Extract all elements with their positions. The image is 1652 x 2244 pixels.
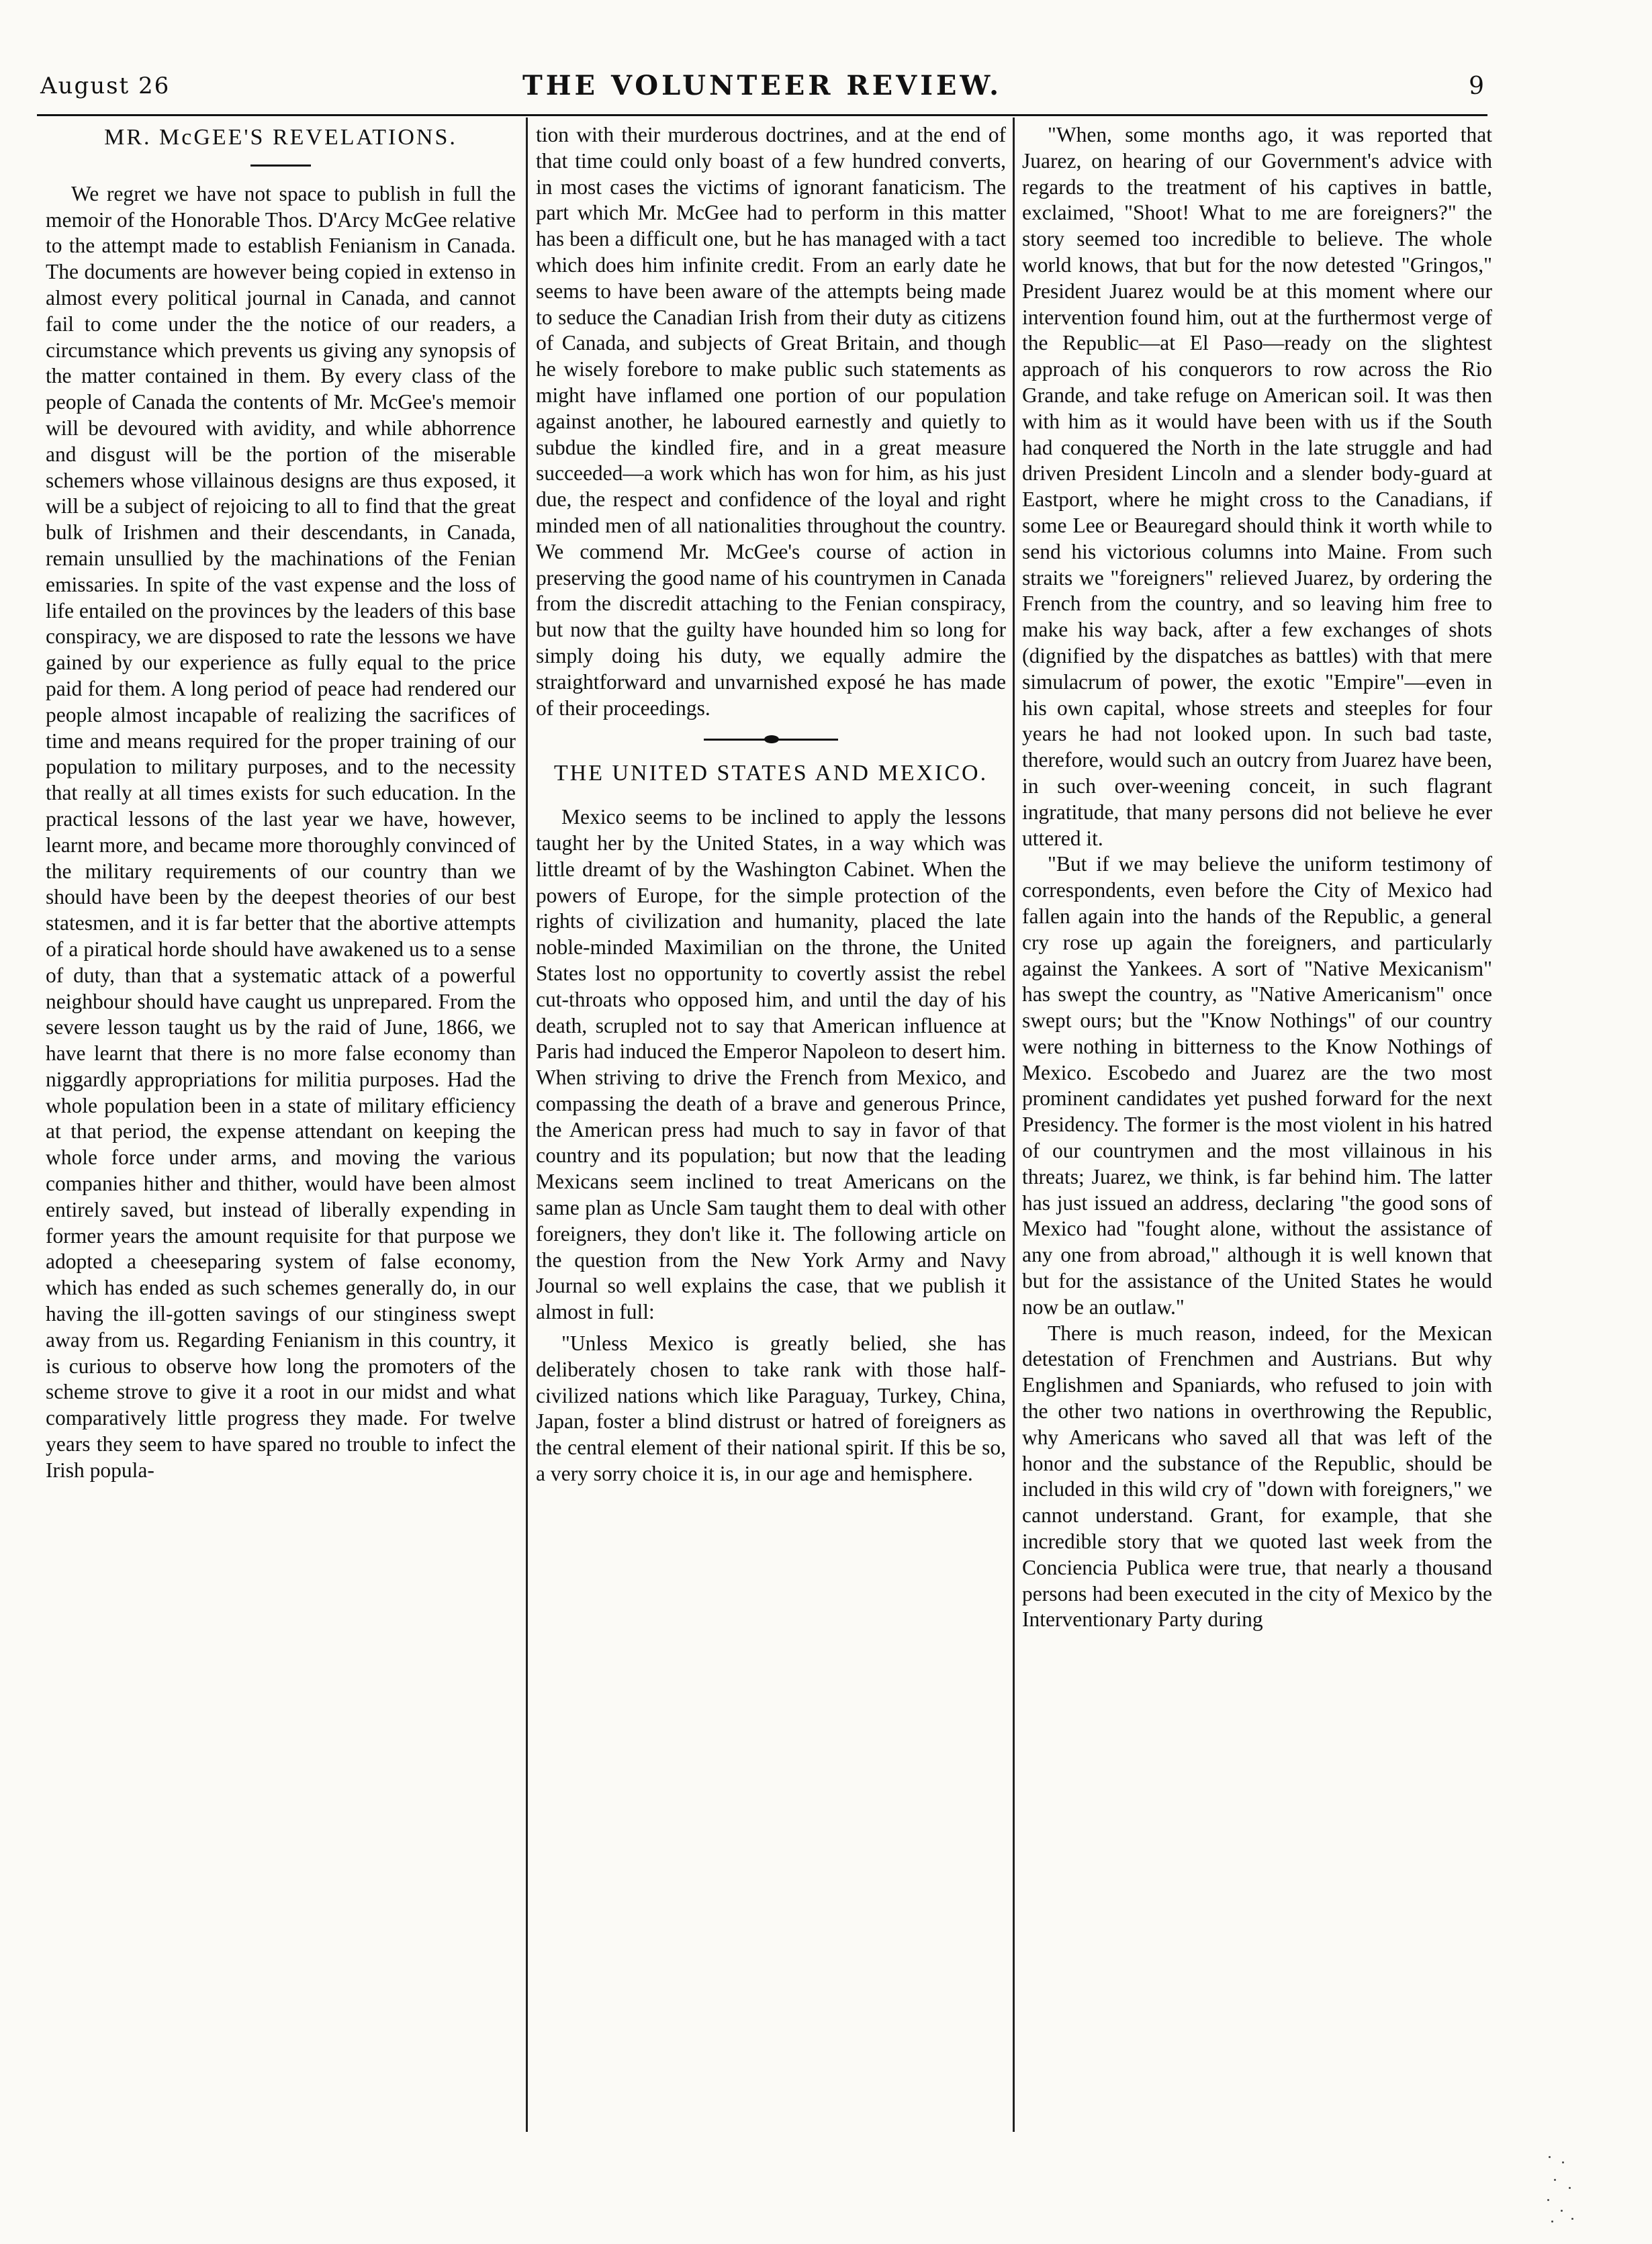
article-body-mcgee-part1: We regret we have not space to publish in full the memoir of the Honorable Thos. D'Arcy McGee relative to the attempt made to establish Fenianism in Canada. The documents are however being copied in extenso in almost every political journal in Canada, and cannot fail to come under the the notice of our readers, a circumstance which prevents us giving any synopsis of the matter contained in them. By every class of the people of Canada the contents of Mr. McGee's memoir will be devoured with avidity, and while abhorrence and disgust will be the portion of the miserable schemers whose villainous designs are thus exposed, it will be a subject of rejoicing to all to find that the great bulk of Irishmen and their descendants, in Canada, remain unsullied by the machinations of the Fenian emissaries. In spite of the vast expense and the loss of life entailed on the provinces by the leaders of this base conspiracy, we are disposed to rate the lessons we have gained by our experience as fully equal to the price paid for them. A long period of peace had rendered our people almost incapable of realizing the sacrifices of time and means required for the proper training of our population to military purposes, and to the necessity that really at all times exists for such education. In the practical lessons of the last year we have, however, learnt more, and became more thoroughly convinced of the military requirements of our country than we should have been by the deepest theories of our best statesmen, and it is far better that the abortive attempts of a piratical horde should have awakened us to a sense of duty, than that a systematic attack of a powerful neighbour should have caught us unprepared. From the severe lesson taught us by the raid of June, 1866, we have learnt that there is no more false economy than niggardly appropriations for militia purposes. Had the whole population been in a state of military efficiency at that period, the expense attendant on keeping the whole force under arms, and moving the various companies hither and thither, would have been almost entirely saved, but instead of liberally expending in former years the amount requisite for that purpose we adopted a cheeseparing system of false economy, which has ended as such schemes generally do, in our having the ill-gotten savings of our stinginess swept away from us. Regarding Fenianism in this country, it is curious to observe how long the promoters of the scheme strove to give it a root in our midst and what comparatively little progress they made. For twelve years they seem to have spared no trouble to infect the Irish popula- [46,181,516,1482]
article-heading-mcgee: MR. McGEE'S REVELATIONS. [104,125,457,150]
column-divider-1 [526,118,528,2132]
header-rule [37,114,1487,116]
article-separator [704,739,838,741]
column-3 [1022,122,1492,1633]
article-body-mexico-comment: There is much reason, indeed, for the Mexican detestation of Frenchmen and Austrians. But why Englishmen and Spaniards, who refused to join with the other two nations in overthrowing the Republic, why Americans who saved all that was left of the honor and the substance of the Republic, should be included in this wild cry of "down with foreigners," we cannot understand. Grant, for example, that she incredible story that we quoted last week from the Conciencia Publica were true, that nearly a thousand persons had been executed in the city of Mexico by the Interventionary Party during [1022,1321,1492,1632]
article-body-mcgee-part2: tion with their murderous doctrines, and at the end of that time could only boast of a few hundred converts, in most cases the victims of ignorant fanaticism. The part which Mr. McGee had to perform in this matter has been a difficult one, but he has managed with a tact which does him infinite credit. From an early date he seems to have been aware of the attempts being made to seduce the Canadian Irish from their duty as citizens of Canada, and subjects of Great Britain, and though he wisely forebore to make public such statements as might have inflamed one portion of our population against another, he laboured earnestly and quietly to subdue the kindled fire, and in a great measure succeeded—a work which has won for him, as his just due, the respect and confidence of the loyal and right minded men of all nationalities throughout the country. We commend Mr. McGee's course of action in preserving the good name of his countrymen in Canada from the discredit attaching to the Fenian conspiracy, but now that the guilty have hounded him so long for simply doing his duty, we equally admire the straightforward and unvarnished exposé he has made of their proceedings. [536,123,1006,720]
page-header [40,70,1484,120]
article-heading-mexico: THE UNITED STATES AND MEXICO. [553,761,989,786]
column-1 [46,122,516,1484]
margin-specks [1542,2152,1582,2226]
heading-rule [250,165,311,167]
issue-date: August 26 [40,73,171,99]
article-body-mexico-quote2: "When, some months ago, it was reported that Juarez, on hearing of our Government's advice with regards to the treatment of his captives in battle, exclaimed, "Shoot! What to me are foreigners?" the story seemed too incredible to believe. The whole world knows, that but for the now detested "Gringos," President Juarez would be at this moment where our intervention found him, out at the furthermost verge of the Republic—at El Paso—ready on the slightest approach of his conquerors to row across the Rio Grande, and take refuge on American soil. It was then with him as it would have been with us if the South had conquered the North in the late struggle and had driven President Lincoln and a slender body-guard at Eastport, where he might cross to the Canadians, if some Lee or Beauregard should think it worth while to send his victorious columns into Maine. From such straits we "foreigners" relieved Juarez, by ordering the French from the country, and so leaving him free to make his way back, after a few exchanges of shots (dignified by the dispatches as battles) with that mere simulacrum of power, the exotic "Empire"—even in his own capital, whose streets and steeples for four years he had not looked upon. In such bad taste, therefore, would such an outcry from Juarez have been, in such over-weening conceit, in such flagrant ingratitude, that many persons did not believe he ever uttered it. [1022,123,1492,850]
column-2 [536,122,1006,1487]
column-divider-2 [1013,118,1015,2132]
article-body-mexico-quote1: "Unless Mexico is greatly belied, she has deliberately chosen to take rank with those half-civilized nations which like Paraguay, Turkey, China, Japan, foster a blind distrust or hatred of foreigners as the central element of their national spirit. If this be so, a very sorry choice it is, in our age and hemisphere. [536,1331,1006,1486]
page-number: 9 [1469,73,1484,100]
newspaper-title: THE VOLUNTEER REVIEW. [522,70,1003,101]
article-body-mexico-intro: Mexico seems to be inclined to apply the lessons taught her by the United States, in a way which was little dreamt of by the Washington Cabinet. When the powers of Europe, for the simple protection of the rights of civilization and humanity, placed the late noble-minded Maximilian on the throne, the United States lost no opportunity to covertly assist the rebel cut-throats who opposed him, and until the day of his death, scrupled not to say that American influence at Paris had induced the Emperor Napoleon to desert him. When striving to drive the French from Mexico, and compassing the death of a brave and generous Prince, the American press had much to say in favor of that country and its population; but now that the leading Mexicans seem inclined to treat Americans on the same plan as Uncle Sam taught them to deal with other foreigners, they don't like it. The following article on the question from the New York Army and Navy Journal so well explains the case, that we publish it almost in full: [536,805,1006,1324]
article-body-mexico-quote3: "But if we may believe the uniform testimony of correspondents, even before the City of Mexico had fallen again into the hands of the Republic, a general cry rose up again the foreigners, and particularly against the Yankees. A sort of "Native Mexicanism" has swept the country, as "Native Americanism" once swept ours; but the "Know Nothings" of our country were nothing in bitterness to the Know Nothings of Mexico. Escobedo and Juarez are the two most prominent candidates yet pushed forward for the next Presidency. The former is the most violent in his hatred of our countrymen and the most villainous in his threats; Juarez, we think, is far behind him. The latter has just issued an address, declaring "the good sons of Mexico had "fought alone, without the assistance of any one from abroad," although it is well known that but for the assistance of the United States he would now be an outlaw." [1022,852,1492,1319]
